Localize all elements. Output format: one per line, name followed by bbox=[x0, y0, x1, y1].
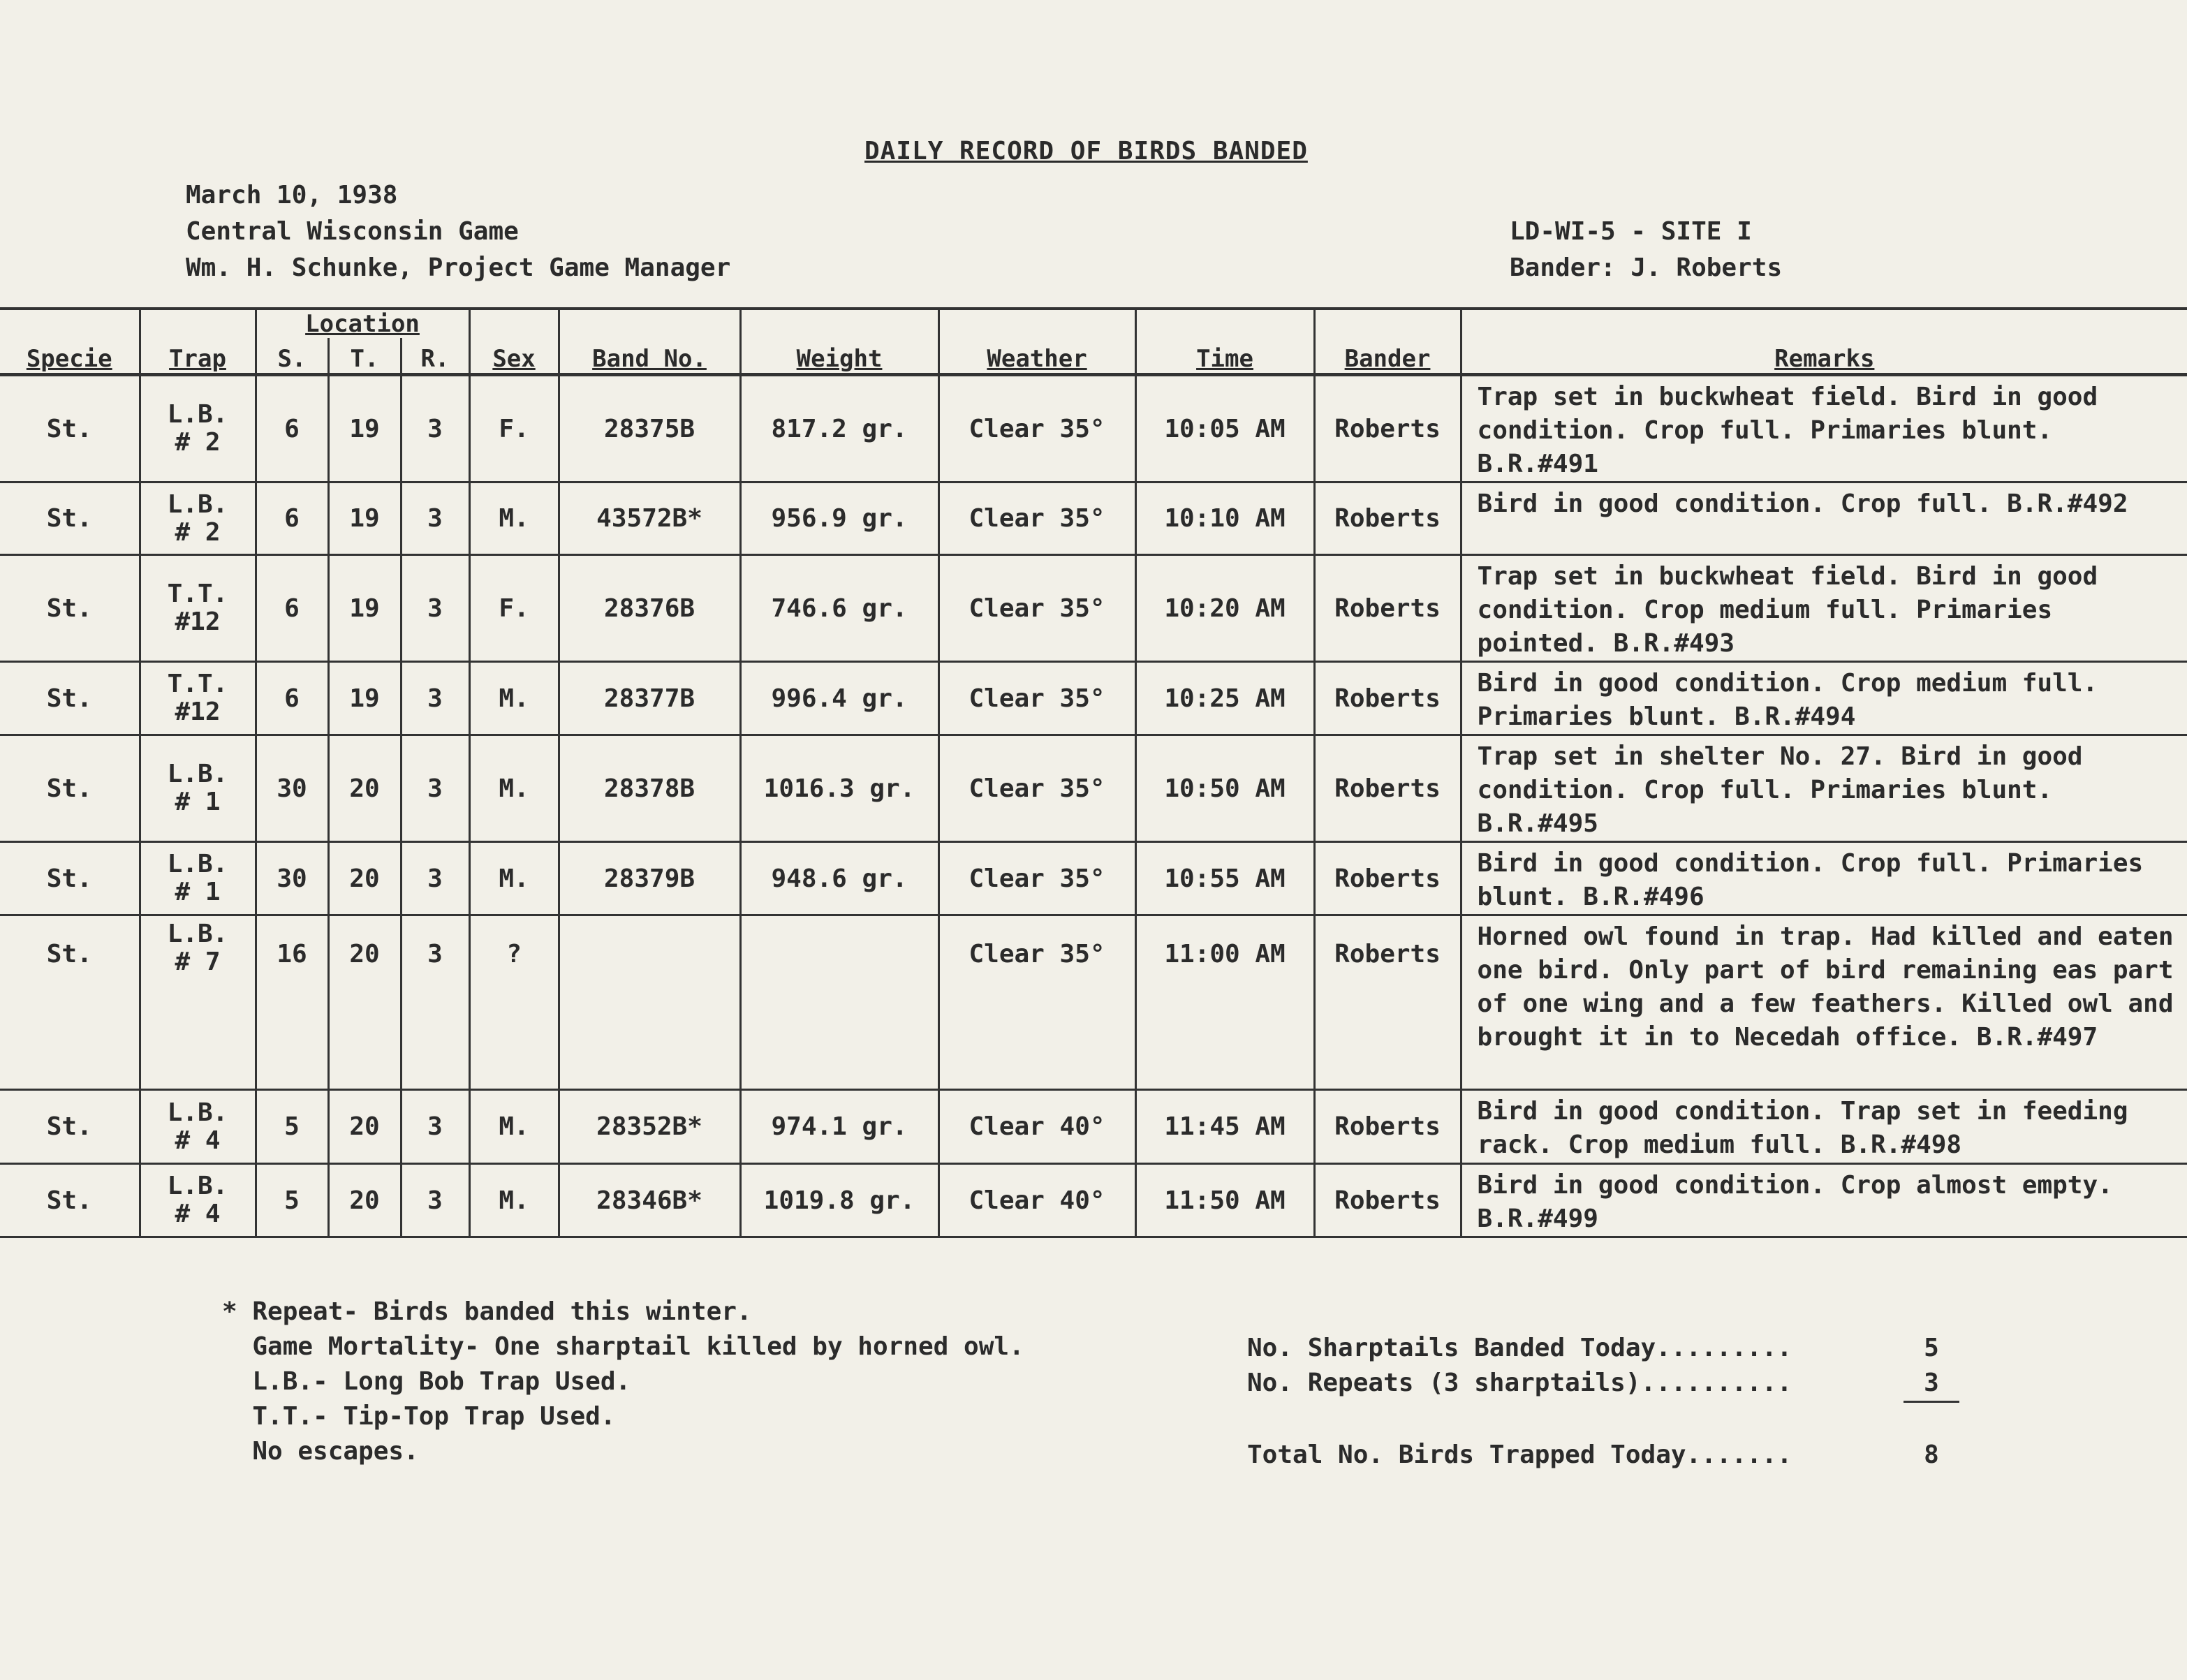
cell-band-no: 28378B bbox=[559, 735, 740, 842]
cell-section: 6 bbox=[256, 375, 328, 482]
cell-time: 11:45 AM bbox=[1135, 1090, 1314, 1164]
cell-specie: St. bbox=[0, 662, 140, 735]
column-header-range: R. bbox=[401, 338, 469, 375]
totals-trapped-row bbox=[1247, 1438, 1959, 1473]
column-header-bander: Bander bbox=[1314, 338, 1461, 375]
cell-time: 10:10 AM bbox=[1135, 482, 1314, 555]
cell-specie: St. bbox=[0, 735, 140, 842]
cell-remarks: Horned owl found in trap. Had killed and eaten one bird. Only part of bird remaining eas part of one wing and a few feathers. Killed owl and brought it in to Necedah office. B.R.#497 bbox=[1461, 915, 2187, 1090]
trap-type: T.T. bbox=[167, 670, 228, 698]
cell-township: 19 bbox=[328, 662, 401, 735]
cell-remarks: Bird in good condition. Trap set in feeding rack. Crop medium full. B.R.#498 bbox=[1461, 1090, 2187, 1164]
cell-sex: M. bbox=[469, 1090, 559, 1164]
cell-section: 6 bbox=[256, 482, 328, 555]
header-date: March 10, 1938 bbox=[186, 181, 398, 209]
trap-number: # 1 bbox=[175, 878, 221, 906]
totals-repeats-label: No. Repeats (3 sharptails).......... bbox=[1247, 1369, 1792, 1397]
cell-trap bbox=[140, 915, 256, 1090]
column-header-weather: Weather bbox=[938, 338, 1135, 375]
table-row bbox=[0, 1090, 2187, 1164]
table-row bbox=[0, 1164, 2187, 1237]
table-row bbox=[0, 555, 2187, 662]
document-title: DAILY RECORD OF BIRDS BANDED bbox=[864, 137, 1308, 165]
cell-weight bbox=[740, 915, 938, 1090]
cell-remarks: Trap set in shelter No. 27. Bird in good condition. Crop full. Primaries blunt. B.R.#495 bbox=[1461, 735, 2187, 842]
cell-time: 10:25 AM bbox=[1135, 662, 1314, 735]
cell-specie: St. bbox=[0, 1164, 140, 1237]
cell-section: 16 bbox=[256, 915, 328, 1090]
trap-number: # 7 bbox=[175, 948, 221, 976]
table-row bbox=[0, 915, 2187, 1090]
cell-bander: Roberts bbox=[1314, 555, 1461, 662]
header-bander: Bander: J. Roberts bbox=[1510, 253, 1783, 282]
cell-township: 19 bbox=[328, 375, 401, 482]
totals-repeats-value: 3 bbox=[1904, 1366, 1959, 1403]
trap-number: #12 bbox=[175, 698, 221, 726]
cell-remarks: Trap set in buckwheat field. Bird in good condition. Crop medium full. Primaries pointed. B.R.#493 bbox=[1461, 555, 2187, 662]
table-row bbox=[0, 842, 2187, 915]
footnotes bbox=[222, 1295, 1024, 1469]
trap-number: # 2 bbox=[175, 517, 221, 547]
cell-range: 3 bbox=[401, 375, 469, 482]
column-header-weight: Weight bbox=[740, 338, 938, 375]
cell-remarks: Trap set in buckwheat field. Bird in good condition. Crop full. Primaries blunt. B.R.#491 bbox=[1461, 375, 2187, 482]
cell-band-no bbox=[559, 915, 740, 1090]
cell-township: 20 bbox=[328, 915, 401, 1090]
column-header-trap: Trap bbox=[140, 338, 256, 375]
column-header-remarks: Remarks bbox=[1461, 338, 2187, 375]
cell-range: 3 bbox=[401, 915, 469, 1090]
cell-band-no: 28379B bbox=[559, 842, 740, 915]
cell-specie: St. bbox=[0, 1090, 140, 1164]
cell-band-no: 28375B bbox=[559, 375, 740, 482]
header-organization: Central Wisconsin Game bbox=[186, 217, 519, 246]
cell-band-no: 43572B* bbox=[559, 482, 740, 555]
trap-number: #12 bbox=[175, 607, 221, 636]
header-left bbox=[186, 177, 730, 286]
cell-township: 20 bbox=[328, 1164, 401, 1237]
cell-sex: M. bbox=[469, 1164, 559, 1237]
cell-band-no: 28346B* bbox=[559, 1164, 740, 1237]
cell-weather: Clear 35° bbox=[938, 375, 1135, 482]
cell-trap bbox=[140, 1090, 256, 1164]
cell-specie: St. bbox=[0, 555, 140, 662]
cell-weather: Clear 35° bbox=[938, 842, 1135, 915]
cell-sex: F. bbox=[469, 375, 559, 482]
table-row bbox=[0, 735, 2187, 842]
cell-weight: 817.2 gr. bbox=[740, 375, 938, 482]
footnote-mortality: Game Mortality- One sharptail killed by horned owl. bbox=[222, 1332, 1024, 1361]
cell-range: 3 bbox=[401, 1090, 469, 1164]
column-header-section: S. bbox=[256, 338, 328, 375]
cell-township: 20 bbox=[328, 735, 401, 842]
trap-type: L.B. bbox=[167, 400, 228, 429]
cell-bander: Roberts bbox=[1314, 735, 1461, 842]
cell-section: 5 bbox=[256, 1090, 328, 1164]
cell-trap bbox=[140, 482, 256, 555]
cell-time: 10:20 AM bbox=[1135, 555, 1314, 662]
banding-table bbox=[0, 307, 2187, 1238]
cell-time: 11:00 AM bbox=[1135, 915, 1314, 1090]
cell-range: 3 bbox=[401, 555, 469, 662]
cell-weather: Clear 35° bbox=[938, 662, 1135, 735]
trap-type: L.B. bbox=[167, 1098, 228, 1127]
cell-weather: Clear 35° bbox=[938, 735, 1135, 842]
totals-banded-label: No. Sharptails Banded Today......... bbox=[1247, 1334, 1792, 1362]
totals-repeats-row bbox=[1247, 1366, 1959, 1403]
cell-sex: F. bbox=[469, 555, 559, 662]
footnote-long-bob: L.B.- Long Bob Trap Used. bbox=[222, 1367, 631, 1396]
cell-weather: Clear 35° bbox=[938, 915, 1135, 1090]
cell-range: 3 bbox=[401, 1164, 469, 1237]
column-header-location: Location bbox=[256, 309, 469, 338]
header-right bbox=[1510, 214, 1782, 286]
totals-trapped-label: Total No. Birds Trapped Today....... bbox=[1247, 1440, 1792, 1469]
column-header-township: T. bbox=[328, 338, 401, 375]
cell-weight: 1019.8 gr. bbox=[740, 1164, 938, 1237]
cell-range: 3 bbox=[401, 735, 469, 842]
header-manager: Wm. H. Schunke, Project Game Manager bbox=[186, 253, 731, 282]
cell-remarks: Bird in good condition. Crop almost empty. B.R.#499 bbox=[1461, 1164, 2187, 1237]
cell-weight: 996.4 gr. bbox=[740, 662, 938, 735]
column-header-sex: Sex bbox=[469, 338, 559, 375]
cell-weight: 974.1 gr. bbox=[740, 1090, 938, 1164]
cell-bander: Roberts bbox=[1314, 375, 1461, 482]
cell-band-no: 28377B bbox=[559, 662, 740, 735]
trap-type: L.B. bbox=[167, 1172, 228, 1200]
cell-township: 20 bbox=[328, 1090, 401, 1164]
footnote-repeat: * Repeat- Birds banded this winter. bbox=[222, 1297, 752, 1326]
cell-range: 3 bbox=[401, 842, 469, 915]
trap-number: # 2 bbox=[175, 428, 221, 457]
cell-time: 11:50 AM bbox=[1135, 1164, 1314, 1237]
cell-remarks: Bird in good condition. Crop full. B.R.#492 bbox=[1461, 482, 2187, 555]
cell-section: 30 bbox=[256, 735, 328, 842]
table-header-group-row bbox=[0, 309, 2187, 338]
cell-bander: Roberts bbox=[1314, 915, 1461, 1090]
cell-remarks: Bird in good condition. Crop medium full. Primaries blunt. B.R.#494 bbox=[1461, 662, 2187, 735]
header-site: LD-WI-5 - SITE I bbox=[1510, 217, 1752, 246]
cell-township: 19 bbox=[328, 555, 401, 662]
footnote-escapes: No escapes. bbox=[222, 1437, 419, 1466]
cell-sex: M. bbox=[469, 662, 559, 735]
cell-weather: Clear 35° bbox=[938, 555, 1135, 662]
cell-weather: Clear 40° bbox=[938, 1090, 1135, 1164]
cell-section: 6 bbox=[256, 662, 328, 735]
cell-sex: M. bbox=[469, 735, 559, 842]
trap-type: L.B. bbox=[167, 920, 228, 948]
cell-weight: 746.6 gr. bbox=[740, 555, 938, 662]
cell-bander: Roberts bbox=[1314, 1090, 1461, 1164]
trap-number: # 4 bbox=[175, 1200, 221, 1228]
cell-section: 30 bbox=[256, 842, 328, 915]
cell-trap bbox=[140, 842, 256, 915]
cell-township: 20 bbox=[328, 842, 401, 915]
cell-specie: St. bbox=[0, 915, 140, 1090]
cell-trap bbox=[140, 1164, 256, 1237]
cell-range: 3 bbox=[401, 662, 469, 735]
cell-specie: St. bbox=[0, 842, 140, 915]
cell-section: 6 bbox=[256, 555, 328, 662]
table-row bbox=[0, 662, 2187, 735]
table-row bbox=[0, 375, 2187, 482]
trap-type: L.B. bbox=[167, 760, 228, 788]
totals-trapped-value: 8 bbox=[1924, 1440, 1939, 1469]
cell-time: 10:50 AM bbox=[1135, 735, 1314, 842]
cell-weather: Clear 40° bbox=[938, 1164, 1135, 1237]
trap-number: # 1 bbox=[175, 788, 221, 816]
column-header-time: Time bbox=[1135, 338, 1314, 375]
column-header-specie: Specie bbox=[0, 338, 140, 375]
cell-weight: 1016.3 gr. bbox=[740, 735, 938, 842]
trap-type: T.T. bbox=[167, 580, 228, 608]
cell-weather: Clear 35° bbox=[938, 482, 1135, 555]
cell-trap bbox=[140, 555, 256, 662]
cell-time: 10:05 AM bbox=[1135, 375, 1314, 482]
cell-township: 19 bbox=[328, 482, 401, 555]
cell-bander: Roberts bbox=[1314, 1164, 1461, 1237]
cell-weight: 956.9 gr. bbox=[740, 482, 938, 555]
cell-sex: M. bbox=[469, 482, 559, 555]
cell-bander: Roberts bbox=[1314, 482, 1461, 555]
totals-banded-value: 5 bbox=[1924, 1334, 1939, 1362]
cell-specie: St. bbox=[0, 482, 140, 555]
cell-band-no: 28376B bbox=[559, 555, 740, 662]
column-header-band-no: Band No. bbox=[559, 338, 740, 375]
trap-type: L.B. bbox=[167, 489, 228, 519]
cell-range: 3 bbox=[401, 482, 469, 555]
cell-remarks: Bird in good condition. Crop full. Primaries blunt. B.R.#496 bbox=[1461, 842, 2187, 915]
cell-bander: Roberts bbox=[1314, 842, 1461, 915]
cell-section: 5 bbox=[256, 1164, 328, 1237]
cell-sex: ? bbox=[469, 915, 559, 1090]
cell-trap bbox=[140, 662, 256, 735]
daily-totals bbox=[1247, 1331, 1959, 1473]
footnote-tip-top: T.T.- Tip-Top Trap Used. bbox=[222, 1402, 616, 1431]
cell-band-no: 28352B* bbox=[559, 1090, 740, 1164]
cell-specie: St. bbox=[0, 375, 140, 482]
cell-time: 10:55 AM bbox=[1135, 842, 1314, 915]
trap-number: # 4 bbox=[175, 1126, 221, 1155]
totals-banded-row bbox=[1247, 1331, 1959, 1366]
cell-trap bbox=[140, 735, 256, 842]
trap-type: L.B. bbox=[167, 850, 228, 878]
cell-sex: M. bbox=[469, 842, 559, 915]
cell-trap bbox=[140, 375, 256, 482]
table-header-row bbox=[0, 338, 2187, 375]
cell-weight: 948.6 gr. bbox=[740, 842, 938, 915]
table-row bbox=[0, 482, 2187, 555]
cell-bander: Roberts bbox=[1314, 662, 1461, 735]
